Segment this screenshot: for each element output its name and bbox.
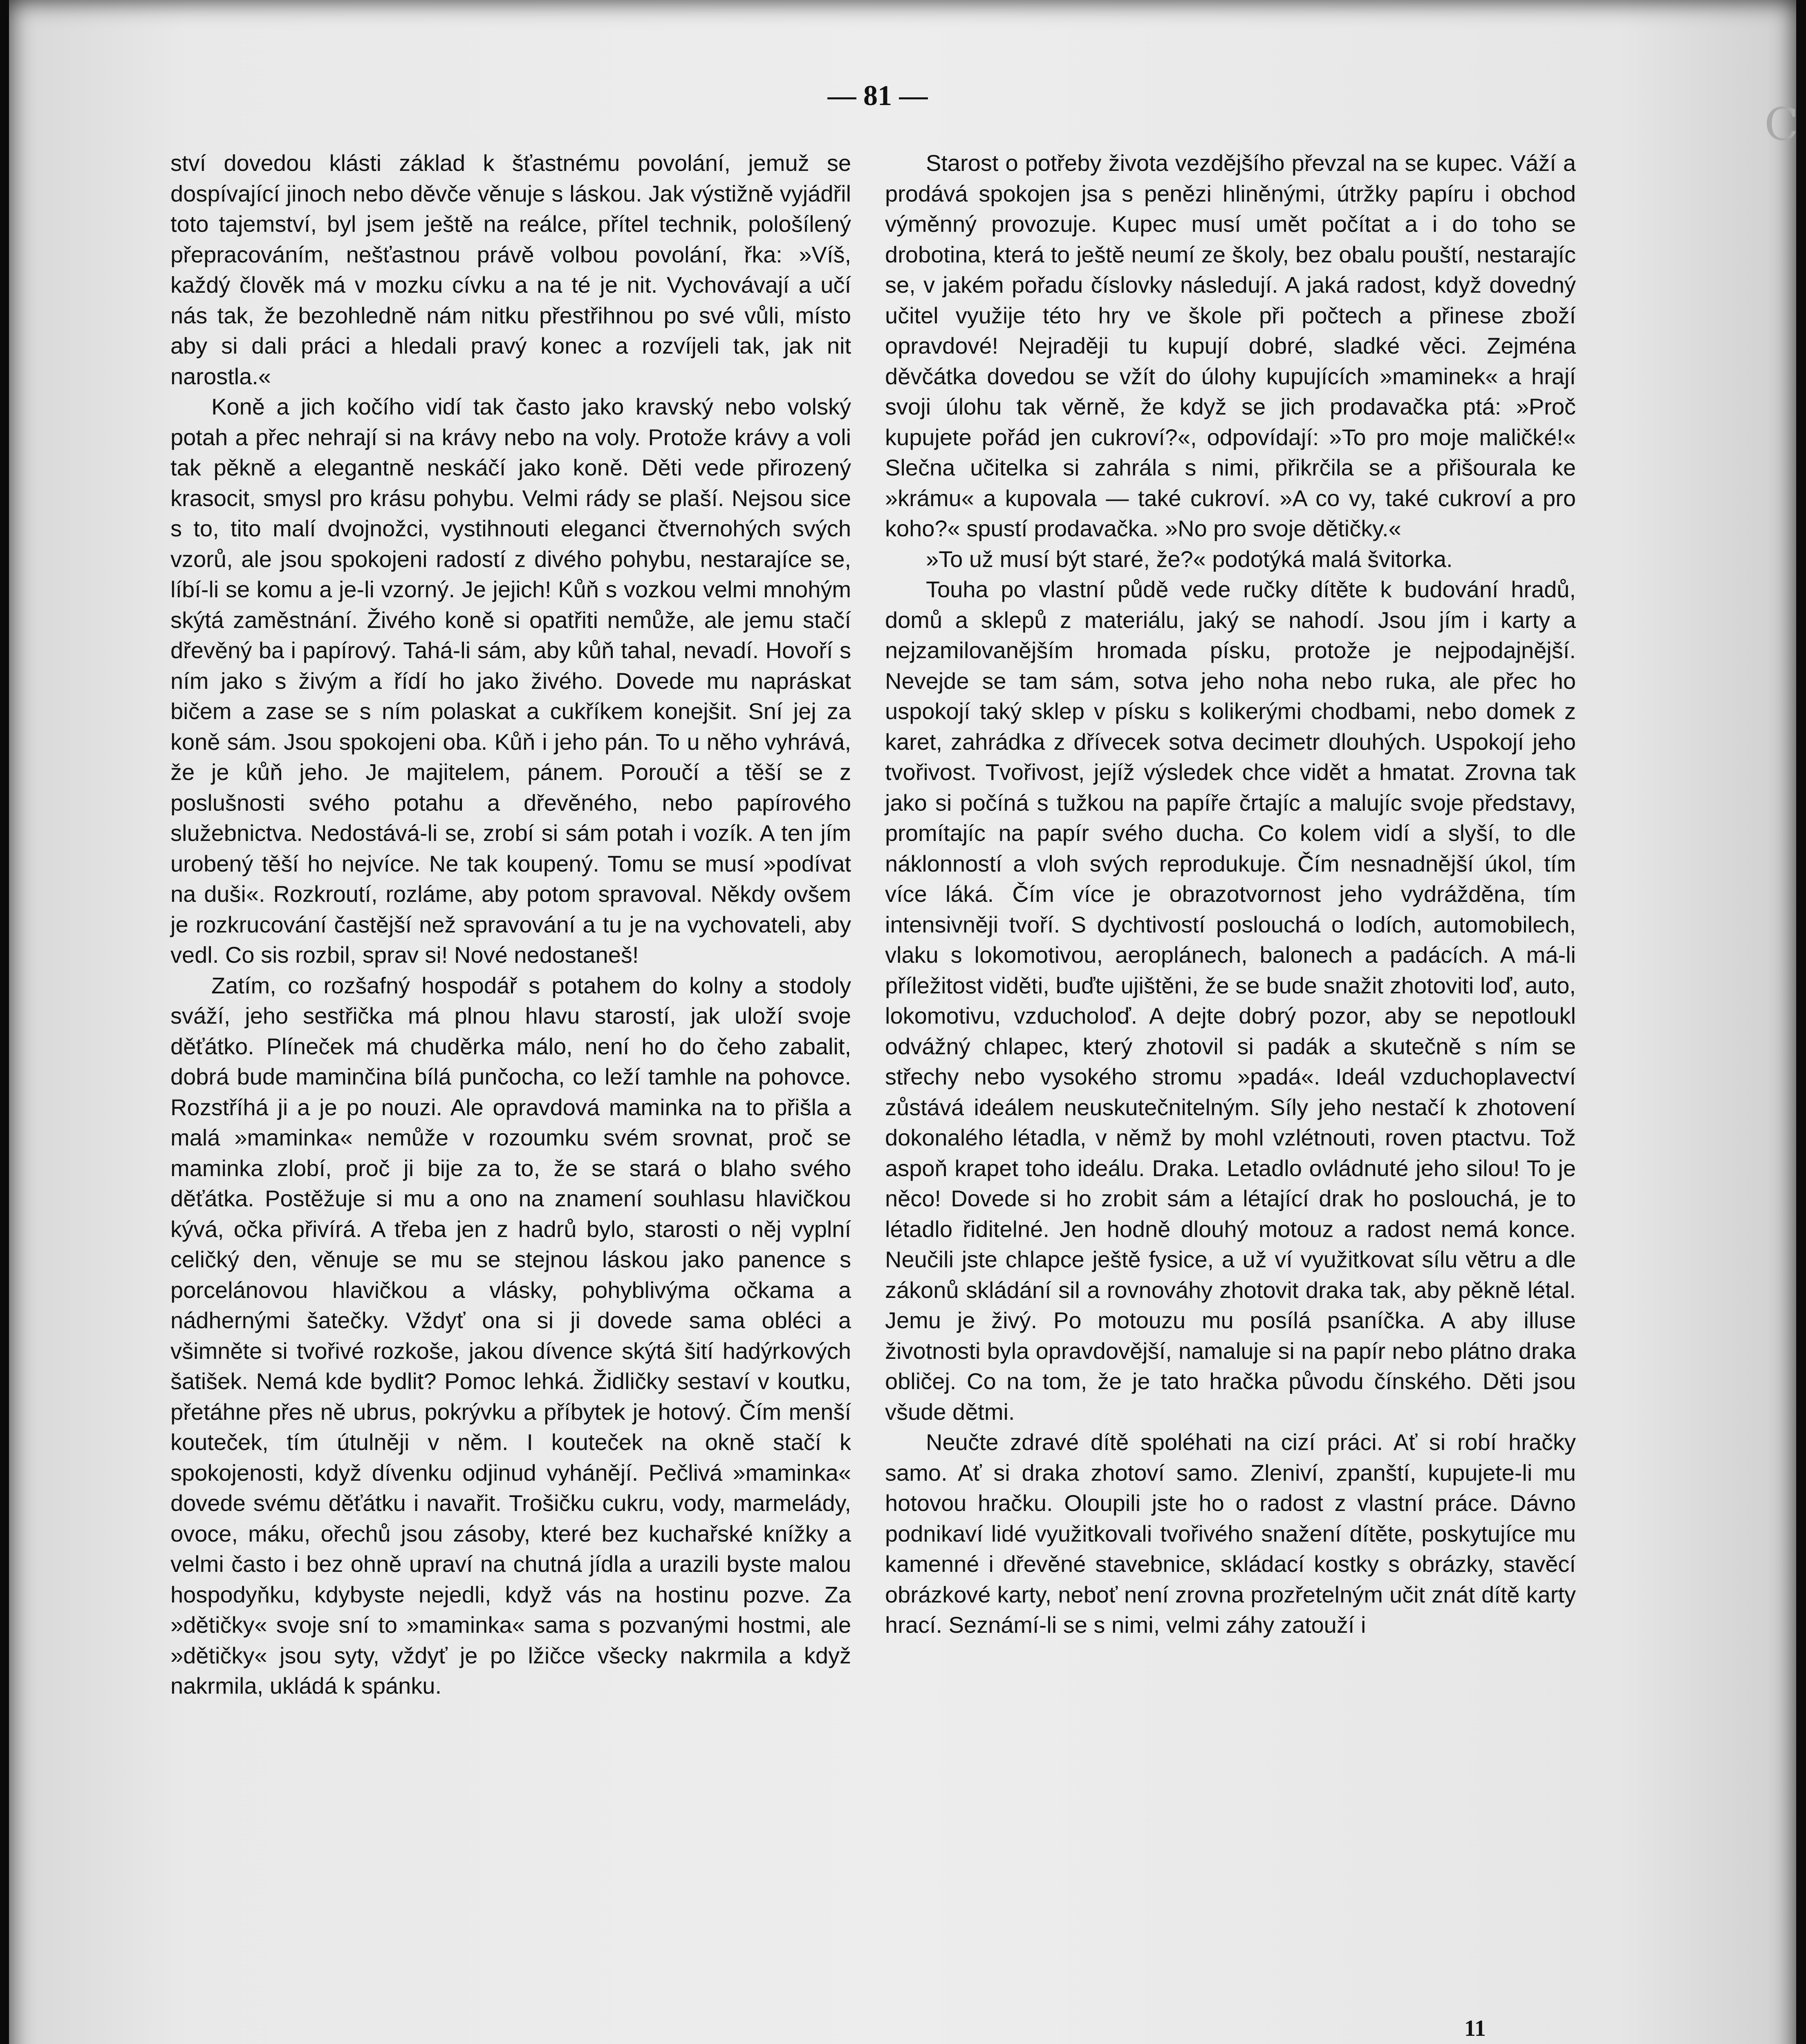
paragraph: Koně a jich kočího vidí tak často jako kravský nebo volský potah a přec nehrají si na krávy nebo na voly. Protože krávy a voli tak pěkně a elegantně neskáčí jako koně. Děti vede přirozený krasocit, smysl pro krásu pohybu. Velmi rády se plaší. Nejsou sice s to, tito malí dvojnožci, vystihnouti eleganci čtvernohých svých vzorů, ale jsou spokojeni radostí z divého pohybu, nestarajíce se, líbí-li se komu a je-li vzorný. Je jejich! Kůň s vozkou velmi mnohým skýtá zaměstnání. Živého koně si opatřiti nemůže, ale jemu stačí dřevěný ba i papírový. Tahá-li sám, aby kůň tahal, nevadí. Hovoří s ním jako s živým a řídí ho jako živého. Dovede mu napráskat bičem a zase se s ním polaskat a cukříkem konejšit. Sní jej za koně sám. Jsou spokojeni oba. Kůň i jeho pán. To u něho vyhrává, že je kůň jeho. Je majitelem, pánem. Poroučí a těší se z poslušnosti svého potahu a dřevěného, nebo papírového služebnictva. Nedostává-li se, zrobí si sám potah i vozík. A ten jím urobený těší ho nejvíce. Ne tak koupený. Tomu se musí »podívat na duši«. Rozkroutí, rozláme, aby potom spravoval. Někdy ovšem je rozkrucování častější než spravování a tu je na vychovateli, aby vedl. Co sis rozbil, sprav si! Nové nedostaneš! [170,394,851,968]
signature-mark: 11 [1464,2016,1486,2041]
paragraph: Touha po vlastní půdě vede ručky dítěte k budování hradů, domů a sklepů z materiálu, jaký se nahodí. Jsou jím i karty a nejzamilovanějším hromada písku, protože je nejpodajnější. Nevejde se tam sám, sotva jeho noha nebo ruka, ale přec ho uspokojí taký sklep v písku s kolikerými chodbami, nebo domek z karet, zahrádka z dřívecek sotva decimetr dlouhých. Uspokojí jeho tvořivost. Tvořivost, jejíž výsledek chce vidět a hmatat. Zrovna tak jako si počíná s tužkou na papíře črtajíc a malujíc svoje představy, promítajíc na papír svého ducha. Co kolem vidí a slyší, to dle náklonností a vloh svých reprodukuje. Čím nesnadnější úkol, tím více láká. Čím více je obrazotvornost jeho vydrážděna, tím intensivněji tvoří. S dychtivostí poslouchá o lodích, automobilech, vlaku s lokomotivou, aeroplánech, balonech a padácích. A má-li příležitost viděti, buďte ujištěni, že se bude snažit zhotoviti loď, auto, lokomotivu, vzducholoď. A dejte dobrý pozor, aby se nepotloukl odvážný chlapec, který zhotovil si padák a skutečně s ním se střechy nebo vysokého stromu »padá«. Ideál vzduchoplavectví zůstává ideálem neuskutečnitelným. Síly jeho nestačí k zhotovení dokonalého létadla, v němž by mohl vzlétnouti, roven ptactvu. Tož aspoň krapet toho ideálu. Draka. Letadlo ovládnuté jeho silou! To je něco! Dovede si ho zrobit sám a létající drak ho poslouchá, je to létadlo řiditelné. Jen hodně dlouhý motouz a radost nemá konce. Neučili jste chlapce ještě fysice, a už ví využitkovat sílu větru a dle zákonů skládání sil a rovnováhy zhotovit draka tak, aby pěkně létal. Jemu je živý. Po motouzu mu posílá psaníčka. A aby illuse životnosti byla opravdovější, namaluje si na papír nebo plátno draka obličej. Co na tom, že je tato hračka původu čínského. Děti jsou všude dětmi. [885,576,1576,1425]
paragraph: Starost o potřeby života vezdějšího převzal na se kupec. Váží a prodává spokojen jsa s penězi hliněnými, útržky papíru i obchod výměnný provozuje. Kupec musí umět počítat a i do toho se drobotina, která to ještě neumí ze školy, bez obalu pouští, nestarajíc se, v jakém pořadu číslovky následují. A jaká radost, když dovedný učitel využije této hry ve škole při počtech a přinese zboží opravdové! Nejraději tu kupují dobré, sladké věci. Zejména děvčátka dovedou se vžít do úlohy kupujících »maminek« a hrají svoji úlohu tak věrně, že když se jich prodavačka ptá: »Proč kupujete pořád jen cukroví?«, odpovídají: »To pro moje maličké!« Slečna učitelka si zahrála s nimi, přikrčila se a přišourala ke »krámu« a kupovala — také cukroví. »A co vy, také cukroví a pro koho?« spustí prodavačka. »No pro svoje dětičky.« [885,150,1576,541]
margin-mark: C [1764,98,1799,150]
page [9,0,1796,2044]
left-column [170,148,851,1701]
paragraph: »To už musí být staré, že?« podotýká malá švitorka. [926,546,1453,572]
paragraph: Neučte zdravé dítě spoléhati na cizí práci. Ať si robí hračky samo. Ať si draka zhotoví samo. Zleniví, zpanští, kupujete-li mu hotovou hračku. Oloupili jste ho o radost z vlastní práce. Dávno podnikaví lidé využitkovali tvořivého snažení dítěte, poskytujíce mu kamenné i dřevěné stavebnice, skládací kostky s obrázky, stavěcí obrázkové karty, neboť není zrovna prozřetelným učit znát dítě karty hrací. Seznámí-li se s nimi, velmi záhy zatouží i [885,1429,1576,1638]
page-number: — 81 — [827,80,928,112]
paragraph: ství dovedou klásti základ k šťastnému povolání, jemuž se dospívající jinoch nebo děvče věnuje s láskou. Jak výstižně vyjádřil toto tajemství, byl jsem ještě na reálce, přítel technik, pološílený přepracováním, nešťastnou právě volbou povolání, řka: »Víš, každý člověk má v mozku cívku a na té je nit. Vychovávají a učí nás tak, že bezohledně nám nitku přestřihnou po své vůli, místo aby si dali práci a hledali pravý konec a rozvíjeli tak, jak nit narostla.« [170,150,851,389]
paragraph: Zatím, co rozšafný hospodář s potahem do kolny a stodoly sváží, jeho sestřička má plnou hlavu starostí, jak uloží svoje děťátko. Plíneček má chuděrka málo, není ho do čeho zabalit, dobrá bude maminčina bílá punčocha, co leží tamhle na pohovce. Rozstříhá ji a je po nouzi. Ale opravdová maminka na to přišla a malá »maminka« nemůže v rozoumku svém srovnat, proč se maminka zlobí, proč ji bije za to, že se stará o blaho svého děťátka. Postěžuje si mu a ono na znamení souhlasu hlavičkou kývá, očka přivírá. A třeba jen z hadrů bylo, starosti o něj vyplní celičký den, věnuje se mu se stejnou láskou jako panence s porcelánovou hlavičkou a vlásky, pohyblivýma očkama a nádhernými šatečky. Vždyť ona si ji dovede sama obléci a všimněte si tvořivé rozkoše, jakou dívence skýtá šití hadýrkových šatišek. Nemá kde bydlit? Pomoc lehká. Židličky sestaví v koutku, přetáhne přes ně ubrus, pokrývku a příbytek je hotový. Čím menší kouteček, tím útulněji v něm. I kouteček na okně stačí k spokojenosti, když dívenku odjinud vyhánějí. Pečlivá »maminka« dovede svému děťátku i navařit. Trošičku cukru, vody, marmelády, ovoce, máku, ořechů jsou zásoby, které bez kuchařské knížky a velmi často i bez ohně upraví na chutná jídla a urazili byste malou hospodyňku, kdybyste nejedli, když vás na hostinu pozve. Za »dětičky« svoje sní to »maminka« sama s pozvanými hostmi, ale »dětičky« jsou syty, vždyť je po lžičce všecky nakrmila a když nakrmila, ukládá k spánku. [170,972,851,1699]
right-column [885,148,1576,1641]
